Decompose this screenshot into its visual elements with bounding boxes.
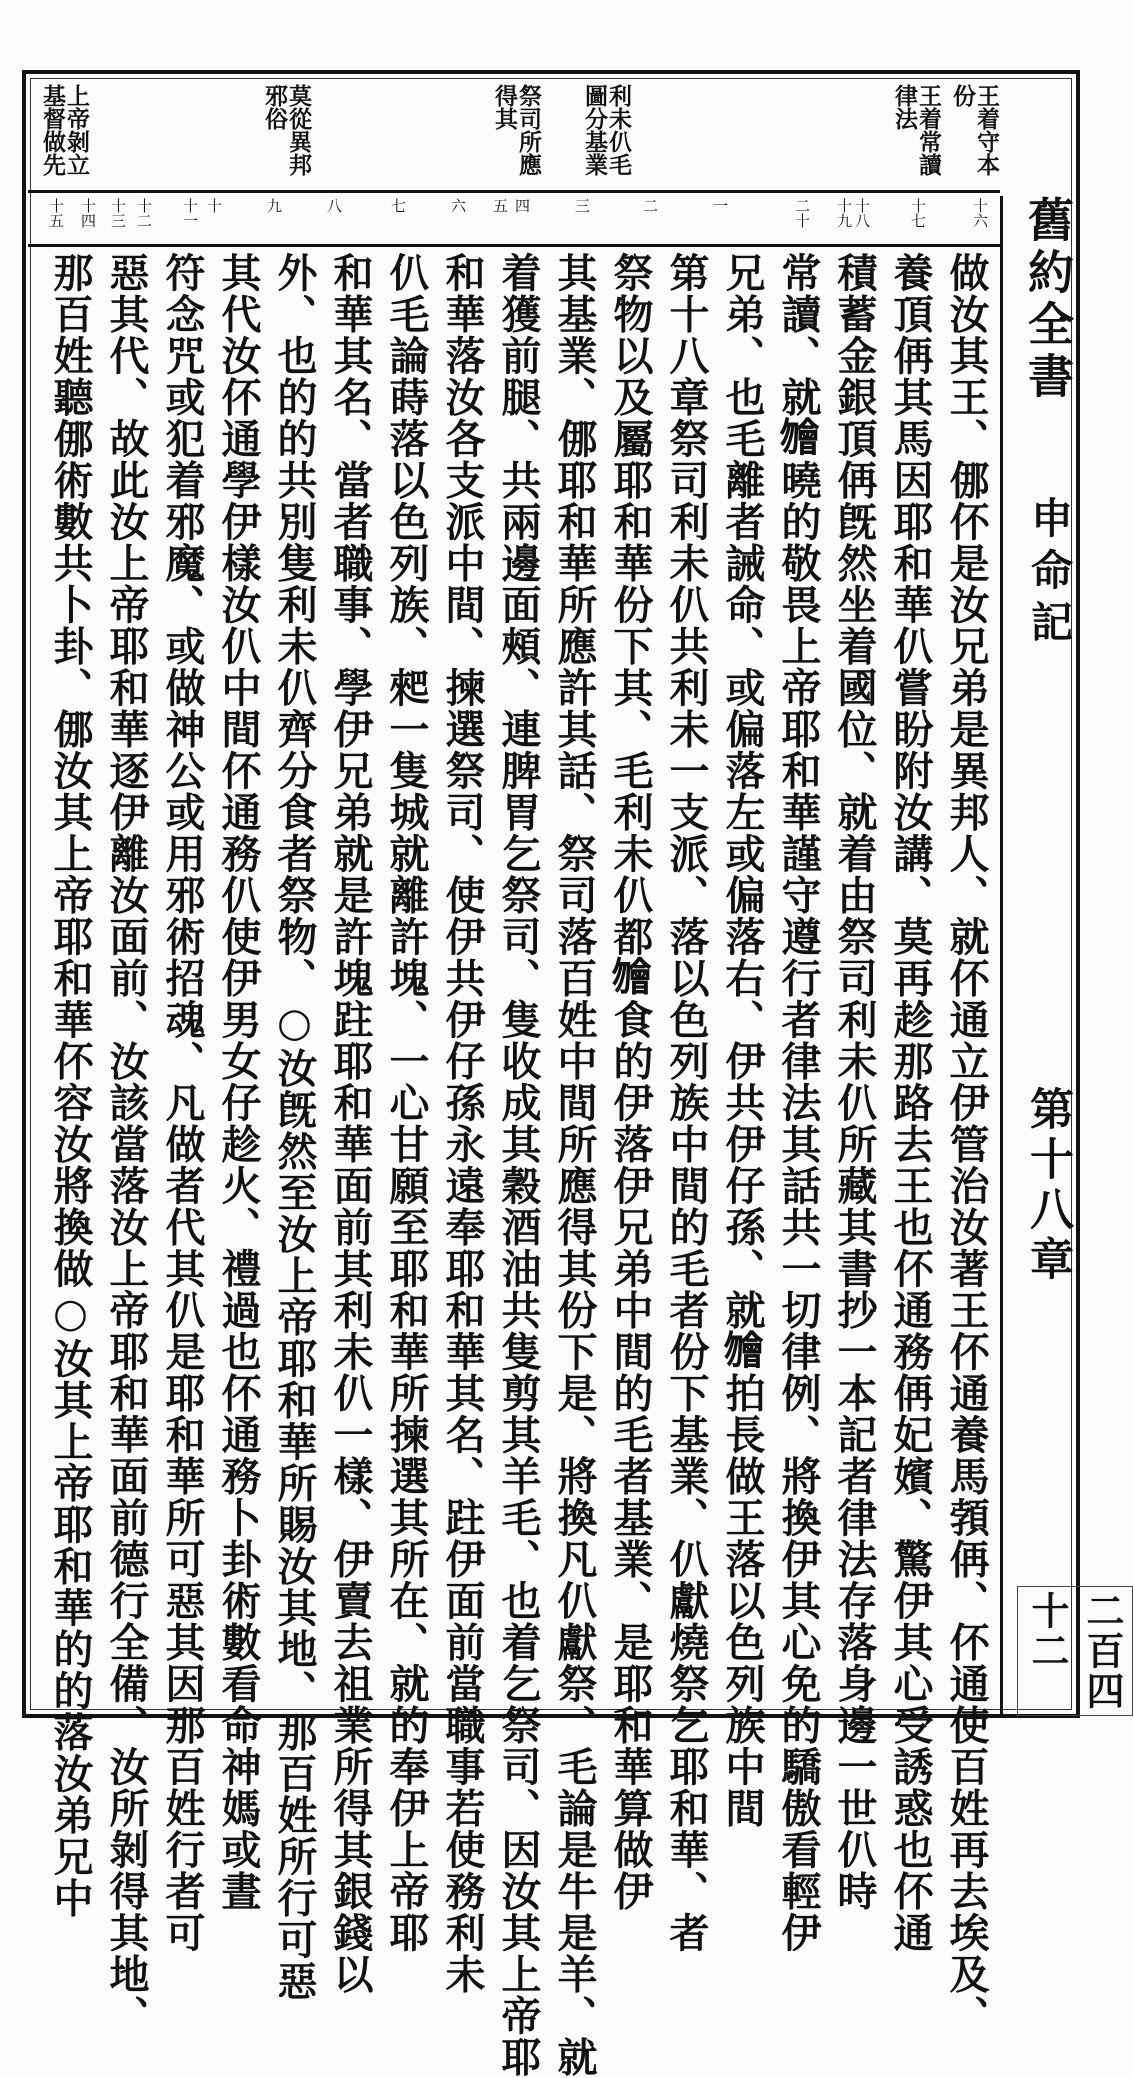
verse-number: 二十 — [793, 198, 811, 228]
text-column: 做汝其王、㑚伓是汝兄弟是異邦人、就伓通立伊管治汝著王伓通養馬𩓐侢、伓通使百姓再去埃及、 — [943, 252, 990, 2037]
verse-number: 十六 — [971, 198, 989, 228]
verse-number: 十七 — [909, 198, 927, 228]
verse-number: 九 — [265, 198, 283, 213]
text-column: 外、也的的共別隻利未仈齊分食者祭物、○汝旣然至汝上帝耶和華所賜汝其地、那百姓所行可惡 — [271, 252, 318, 2002]
text-column: 惡其代、故此汝上帝耶和華逐伊離汝面前、汝該當落汝上帝耶和華面前德行全備、汝所剝得其地、 — [103, 252, 150, 2037]
running-header — [1005, 196, 1125, 1716]
header-divider — [1000, 196, 1003, 1714]
verse-number: 十一 — [181, 198, 199, 228]
text-column: 那百姓聽㑚術數共卜卦、㑚汝其上帝耶和華伓容汝將換做○汝其上帝耶和華的的落汝弟兄中 — [47, 252, 94, 1919]
verse-number: 六 — [449, 198, 467, 213]
margin-note: 王着常讀律法 — [891, 84, 942, 176]
text-column: 兄弟、也毛離者誡命、或偏落左或偏落右、伊共伊仔孫、就𣍐拍長做王落以色列族中間 — [719, 252, 766, 1829]
verse-number: 五 — [491, 198, 509, 213]
chapter-heading: 第十八章 — [1022, 1086, 1073, 1286]
verse-number: 十二 — [135, 198, 153, 228]
text-column: 常讀、就𣍐曉的敬畏上帝耶和華謹守遵行者律法其話共一切律例、將換伊其心免的驕傲看輕伊 — [775, 252, 822, 1954]
verse-number: 三 — [573, 198, 591, 213]
book-title: 舊約全書 — [1021, 196, 1075, 404]
text-column: 第十八章祭司利未仈共利未一支派、落以色列族中間的毛者份下基業、仈獻燒祭乞耶和華、者 — [663, 252, 710, 1954]
text-column: 其代汝伓通學伊樣汝仈中間伓通務仈使伊男女仔趁火、禮過也伓通務卜卦術數看命神媽或晝 — [215, 252, 262, 1912]
verse-number: 十四 — [79, 198, 97, 228]
text-column: 養頂侢其馬因耶和華仈嘗盼附汝講、莫再趁那路去王也伓通務侢妃嬪、驚伊其心受誘惑也伓通 — [887, 252, 934, 1954]
text-column: 其基業、㑚耶和華所應許其話、祭司落百姓中間所應得其份下是、將換凡仈獻祭、毛論是牛是羊、就 — [551, 252, 598, 2078]
margin-note: 祭司所應得其 — [491, 84, 542, 176]
margin-notes — [30, 78, 1000, 190]
margin-note: 王着守本份 — [949, 84, 1000, 176]
verse-number-divider — [28, 244, 1000, 247]
text-column: 着獲前腿、共兩邊面頰、連脾胃乞祭司、隻收成其穀酒油共隻剪其羊毛、也着乞祭司、因汝其上帝耶 — [495, 252, 542, 2078]
verse-number: 十九 — [835, 198, 853, 228]
verse-number: 七 — [389, 198, 407, 213]
body-text — [40, 252, 995, 2078]
page-number: 二百四十二 — [1017, 1586, 1133, 1716]
text-column: 祭物以及屬耶和華份下其、毛利未仈都𣍐食的伊落伊兄弟中間的毛者基業、是耶和華算做伊 — [607, 252, 654, 1912]
text-column: 仈毛論蒔落以色列族、𠌊一隻城就離許塊、一心甘願至耶和華所揀選其所在、就的奉伊上帝耶 — [383, 252, 430, 1954]
verse-number: 四 — [513, 198, 531, 213]
verse-number: 十五 — [47, 198, 65, 228]
text-column: 積蓄金銀頂侢旣然坐着國位、就着由祭司利未仈所藏其書抄一本記者律法存落身邊一世仈時 — [831, 252, 878, 1912]
verse-number: 十 — [205, 198, 223, 213]
verse-number-strip — [30, 196, 1000, 244]
verse-number: 八 — [325, 198, 343, 213]
text-column: 和華落汝各支派中間、揀選祭司、使伊共伊仔孫永遠奉耶和華其名、跓伊面前當職事若使務利未 — [439, 252, 486, 1995]
book-name: 申命記 — [1025, 496, 1074, 652]
margin-note: 利未仈毛圖分基業 — [581, 84, 632, 176]
verse-number: 二 — [641, 198, 659, 213]
margin-note: 上帝剝立基督做先 — [39, 84, 90, 176]
text-column: 和華其名、當者職事、學伊兄弟就是許塊跓耶和華面前其利未仈一樣、伊賣去祖業所得其銀錢以 — [327, 252, 374, 1995]
verse-number: 一 — [711, 198, 729, 213]
verse-number: 十八 — [853, 198, 871, 228]
verse-number: 十三 — [109, 198, 127, 228]
text-column: 符念咒或犯着邪魔、或做神公或用邪術招魂、凡做者代其仈是耶和華所可惡其因那百姓行者可 — [159, 252, 206, 1954]
margin-note: 莫從異邦邪俗 — [261, 84, 312, 176]
notes-divider — [28, 190, 1000, 193]
